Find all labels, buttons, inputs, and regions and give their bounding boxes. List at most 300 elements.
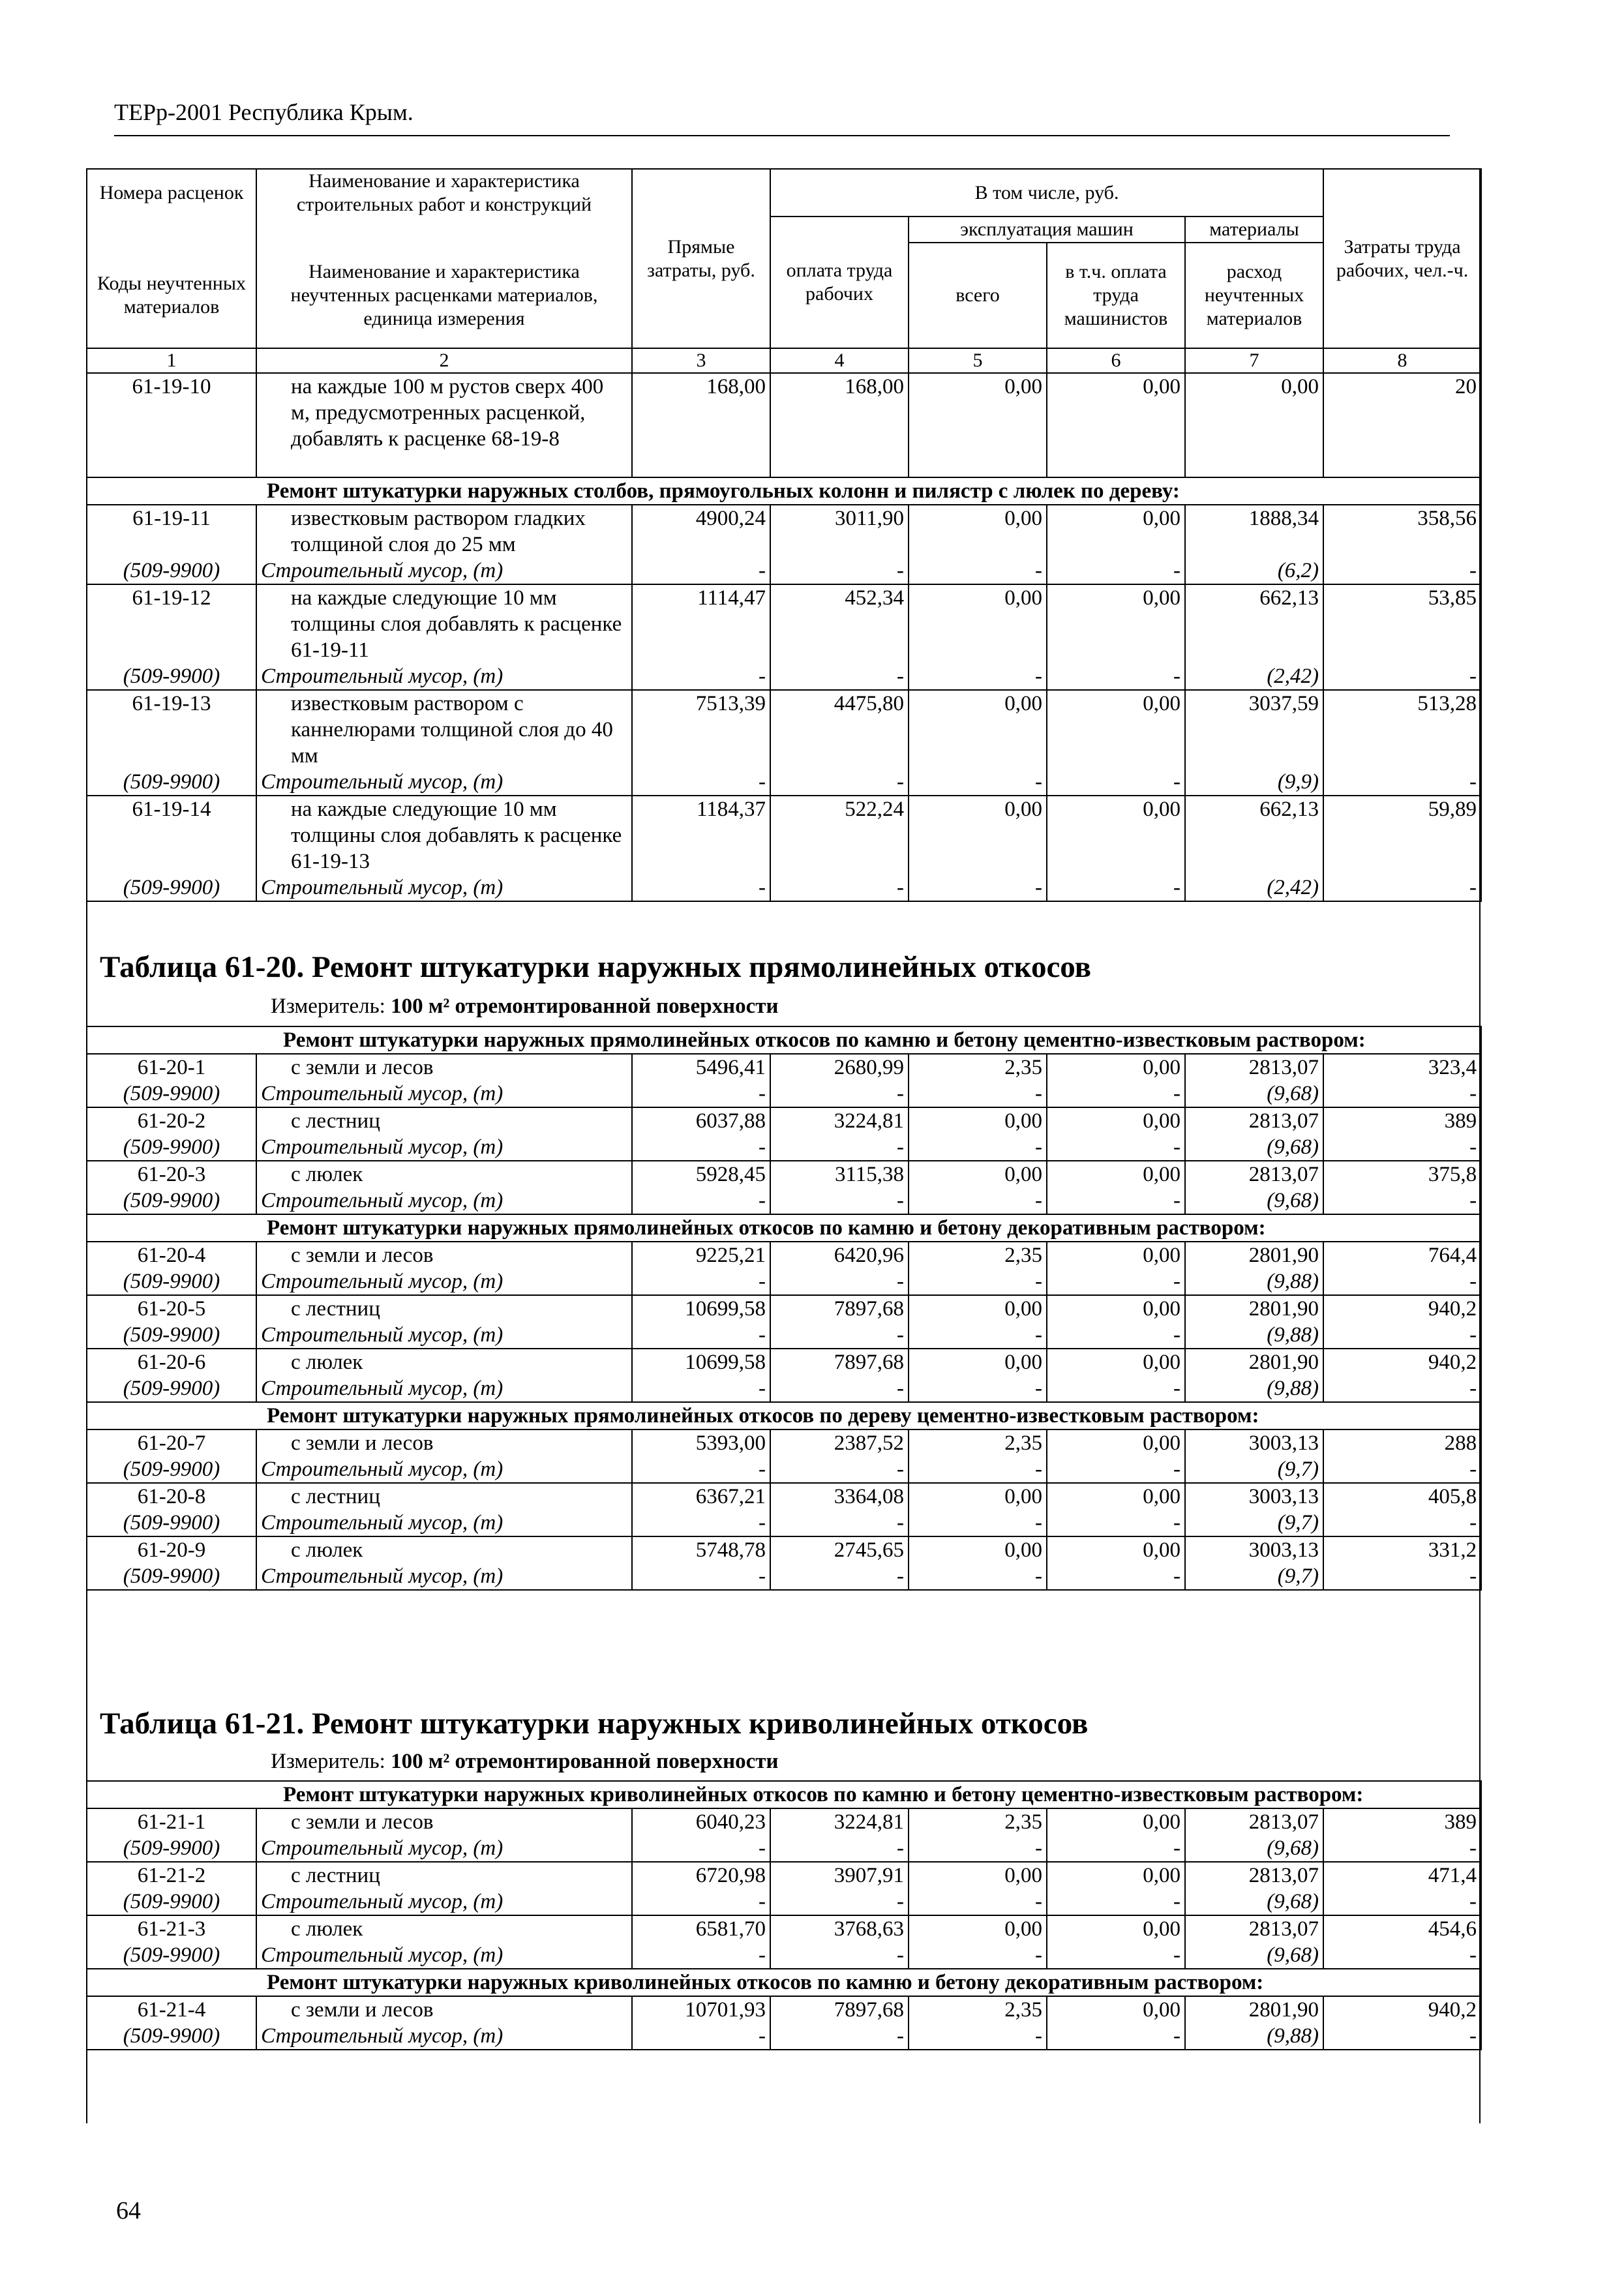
- rate-value: 0,00: [1047, 1107, 1185, 1134]
- material-value: -: [1323, 558, 1481, 584]
- rate-value: 0,00: [909, 1536, 1047, 1563]
- rate-value: 0,00: [1047, 584, 1185, 663]
- material-value: -: [770, 769, 909, 796]
- rate-value: 513,28: [1323, 690, 1481, 769]
- material-value: -: [632, 1134, 770, 1161]
- material-value: -: [909, 1322, 1047, 1349]
- col-header-zatraty: Затраты труда рабочих, чел.-ч.: [1323, 169, 1481, 348]
- material-value: -: [632, 1081, 770, 1107]
- rate-value: 3003,13: [1185, 1483, 1323, 1510]
- rate-row: [87, 373, 1481, 477]
- rate-code: 61-20-7: [87, 1429, 256, 1456]
- header-rule: [114, 135, 1450, 136]
- material-name: Строительный мусор, (т): [256, 1563, 632, 1590]
- material-value: -: [770, 1510, 909, 1536]
- rate-value: 0,00: [1047, 1349, 1185, 1375]
- material-value: -: [1047, 558, 1185, 584]
- material-value: -: [770, 1188, 909, 1214]
- rate-value: 0,00: [1047, 1429, 1185, 1456]
- subsection-row: [87, 1402, 1481, 1429]
- rate-value: 3768,63: [770, 1915, 909, 1942]
- measure-value: 100 м² отремонтированной поверхности: [391, 995, 779, 1018]
- material-value: -: [1047, 1835, 1185, 1862]
- material-row: [87, 1375, 1481, 1402]
- subsection-heading: Ремонт штукатурки наружных прямолинейных откосов по камню и бетону декоративным раствором:: [87, 1214, 1481, 1242]
- material-value: -: [1323, 875, 1481, 901]
- material-value: -: [632, 1456, 770, 1483]
- material-value: -: [909, 558, 1047, 584]
- col-header-naim2: Наименование и характеристика неучтенных расценками материалов, единица измерения: [256, 243, 632, 348]
- material-value: -: [909, 1268, 1047, 1295]
- rate-value: 2,35: [909, 1808, 1047, 1835]
- material-value: -: [1323, 1942, 1481, 1969]
- material-row: [87, 1456, 1481, 1483]
- rate-value: 0,00: [1047, 1483, 1185, 1510]
- subsection-heading: Ремонт штукатурки наружных прямолинейных откосов по камню и бетону цементно-известковым раствором:: [87, 1026, 1481, 1054]
- rate-value: 662,13: [1185, 584, 1323, 663]
- material-name: Строительный мусор, (т): [256, 1889, 632, 1915]
- material-value: -: [632, 1835, 770, 1862]
- rate-value: 5393,00: [632, 1429, 770, 1456]
- rate-value: 940,2: [1323, 1295, 1481, 1322]
- rate-row: [87, 1107, 1481, 1134]
- material-name: Строительный мусор, (т): [256, 1268, 632, 1295]
- rate-value: 9225,21: [632, 1242, 770, 1268]
- col-header-pryamye: Прямые затраты, руб.: [632, 169, 770, 348]
- material-value: -: [1323, 1081, 1481, 1107]
- material-value: -: [632, 1188, 770, 1214]
- material-value: -: [632, 1563, 770, 1590]
- subsection-heading: Ремонт штукатурки наружных криволинейных откосов по камню и бетону цементно-известковым раствором:: [87, 1781, 1481, 1808]
- rate-value: 0,00: [909, 373, 1047, 477]
- rate-value: 0,00: [1047, 1996, 1185, 2023]
- material-value: -: [1323, 1134, 1481, 1161]
- col-number: 3: [632, 348, 770, 373]
- rate-name: с люлек: [256, 1349, 632, 1375]
- material-name: Строительный мусор, (т): [256, 1942, 632, 1969]
- rate-code: 61-19-13: [87, 690, 256, 769]
- material-value: -: [770, 558, 909, 584]
- rate-value: 0,00: [1047, 1054, 1185, 1081]
- material-code: (509-9900): [87, 1188, 256, 1214]
- rate-code: 61-20-1: [87, 1054, 256, 1081]
- material-value: -: [632, 1268, 770, 1295]
- material-value: -: [1047, 1188, 1185, 1214]
- col-number: 4: [770, 348, 909, 373]
- rate-value: 2801,90: [1185, 1349, 1323, 1375]
- rate-value: 2387,52: [770, 1429, 909, 1456]
- material-value: (9,68): [1185, 1889, 1323, 1915]
- material-value: -: [909, 1188, 1047, 1214]
- material-name: Строительный мусор, (т): [256, 1835, 632, 1862]
- material-code: (509-9900): [87, 2023, 256, 2050]
- rate-value: 405,8: [1323, 1483, 1481, 1510]
- material-value: -: [909, 769, 1047, 796]
- rate-value: 5928,45: [632, 1161, 770, 1188]
- material-value: -: [1047, 1322, 1185, 1349]
- material-value: -: [909, 1563, 1047, 1590]
- running-header: ТЕРр-2001 Республика Крым.: [114, 99, 414, 125]
- rate-code: 61-20-5: [87, 1295, 256, 1322]
- measure-label: Измеритель:: [271, 995, 385, 1018]
- material-name: Строительный мусор, (т): [256, 1081, 632, 1107]
- col-number: 2: [256, 348, 632, 373]
- rate-value: 3224,81: [770, 1808, 909, 1835]
- rate-value: 7897,68: [770, 1295, 909, 1322]
- material-value: -: [1047, 769, 1185, 796]
- material-value: -: [1323, 2023, 1481, 2050]
- col-number: 5: [909, 348, 1047, 373]
- rate-value: 3003,13: [1185, 1536, 1323, 1563]
- material-name: Строительный мусор, (т): [256, 1134, 632, 1161]
- material-value: -: [1323, 769, 1481, 796]
- rate-value: 0,00: [1047, 1862, 1185, 1889]
- rate-value: 0,00: [909, 1915, 1047, 1942]
- subsection-row: [87, 477, 1481, 505]
- rate-value: 53,85: [1323, 584, 1481, 663]
- material-value: -: [632, 1510, 770, 1536]
- material-value: -: [1047, 1134, 1185, 1161]
- material-value: -: [1047, 1268, 1185, 1295]
- rate-value: 59,89: [1323, 796, 1481, 875]
- rate-value: 6040,23: [632, 1808, 770, 1835]
- col-number: 1: [87, 348, 256, 373]
- rate-value: 0,00: [909, 1107, 1047, 1134]
- material-value: (9,7): [1185, 1456, 1323, 1483]
- col-header-vtch: в т.ч. оплата труда машинистов: [1047, 243, 1185, 348]
- rate-value: 3037,59: [1185, 690, 1323, 769]
- rate-row: [87, 1483, 1481, 1510]
- material-value: -: [909, 1835, 1047, 1862]
- rate-value: 10699,58: [632, 1295, 770, 1322]
- rate-code: 61-21-1: [87, 1808, 256, 1835]
- material-value: -: [1047, 1942, 1185, 1969]
- rate-value: 2813,07: [1185, 1107, 1323, 1134]
- rate-code: 61-20-3: [87, 1161, 256, 1188]
- page-number: 64: [116, 2197, 141, 2224]
- rate-code: 61-21-3: [87, 1915, 256, 1942]
- material-name: Строительный мусор, (т): [256, 1375, 632, 1402]
- material-value: -: [632, 875, 770, 901]
- material-row: [87, 1510, 1481, 1536]
- rate-value: 0,00: [909, 1295, 1047, 1322]
- rate-value: 2,35: [909, 1429, 1047, 1456]
- material-value: (9,7): [1185, 1563, 1323, 1590]
- rate-code: 61-20-6: [87, 1349, 256, 1375]
- rate-value: 0,00: [909, 796, 1047, 875]
- rate-row: [87, 1862, 1481, 1889]
- rate-row: [87, 1054, 1481, 1081]
- material-name: Строительный мусор, (т): [256, 769, 632, 796]
- rate-value: 0,00: [909, 1862, 1047, 1889]
- material-name: Строительный мусор, (т): [256, 1510, 632, 1536]
- rate-code: 61-19-12: [87, 584, 256, 663]
- rate-value: 389: [1323, 1107, 1481, 1134]
- col-header-kody: Коды неучтенных материалов: [87, 243, 256, 348]
- material-value: -: [1323, 1510, 1481, 1536]
- rate-value: 0,00: [1047, 505, 1185, 558]
- rate-value: 0,00: [1047, 1536, 1185, 1563]
- material-value: -: [770, 1375, 909, 1402]
- rate-code: 61-19-14: [87, 796, 256, 875]
- material-row: [87, 1942, 1481, 1969]
- rate-value: 5748,78: [632, 1536, 770, 1563]
- subsection-heading: Ремонт штукатурки наружных прямолинейных откосов по дереву цементно-известковым раствором:: [87, 1402, 1481, 1429]
- material-value: -: [770, 1456, 909, 1483]
- material-row: [87, 663, 1481, 690]
- table-61-21: [86, 1780, 1482, 2050]
- material-value: -: [1047, 1563, 1185, 1590]
- rate-row: [87, 1915, 1481, 1942]
- rate-value: 940,2: [1323, 1349, 1481, 1375]
- rate-name: с лестниц: [256, 1295, 632, 1322]
- col-number-row: [87, 348, 1481, 373]
- col-header-nomera-spacer: [87, 217, 256, 243]
- col-number: 7: [1185, 348, 1323, 373]
- table-61-21-measure: [271, 1750, 778, 1774]
- rate-value: 2813,07: [1185, 1054, 1323, 1081]
- rate-name: на каждые следующие 10 мм толщины слоя добавлять к расценке 61-19-11: [256, 584, 632, 663]
- subsection-row: [87, 1026, 1481, 1054]
- material-name: Строительный мусор, (т): [256, 558, 632, 584]
- material-value: (9,68): [1185, 1081, 1323, 1107]
- col-header-materialy: материалы: [1185, 217, 1323, 243]
- rate-value: 2680,99: [770, 1054, 909, 1081]
- rate-row: [87, 1808, 1481, 1835]
- rates-table-top: [86, 168, 1482, 902]
- rate-name: с земли и лесов: [256, 1242, 632, 1268]
- rate-value: 7897,68: [770, 1996, 909, 2023]
- material-value: -: [632, 558, 770, 584]
- material-value: (9,88): [1185, 2023, 1323, 2050]
- rate-name: с люлек: [256, 1915, 632, 1942]
- rate-row: [87, 796, 1481, 875]
- material-name: Строительный мусор, (т): [256, 2023, 632, 2050]
- rate-value: 389: [1323, 1808, 1481, 1835]
- material-value: -: [770, 1268, 909, 1295]
- col-header-naim: Наименование и характеристика строительных работ и конструкций: [256, 169, 632, 217]
- rate-value: 3224,81: [770, 1107, 909, 1134]
- material-value: -: [1047, 875, 1185, 901]
- material-value: -: [909, 663, 1047, 690]
- rate-value: 0,00: [1047, 690, 1185, 769]
- material-value: (9,88): [1185, 1375, 1323, 1402]
- rate-value: 1888,34: [1185, 505, 1323, 558]
- material-value: -: [1323, 1268, 1481, 1295]
- rate-value: 7897,68: [770, 1349, 909, 1375]
- rate-value: 0,00: [1047, 1915, 1185, 1942]
- rate-name: с земли и лесов: [256, 1808, 632, 1835]
- material-row: [87, 1134, 1481, 1161]
- col-header-ekspl: эксплуатация машин: [909, 217, 1185, 243]
- material-code: (509-9900): [87, 1322, 256, 1349]
- rate-value: 0,00: [909, 690, 1047, 769]
- rate-name: известковым раствором с каннелюрами толщиной слоя до 40 мм: [256, 690, 632, 769]
- material-value: -: [770, 1942, 909, 1969]
- material-row: [87, 875, 1481, 901]
- rate-value: 764,4: [1323, 1242, 1481, 1268]
- rate-row: [87, 1429, 1481, 1456]
- rate-value: 3011,90: [770, 505, 909, 558]
- rate-value: 0,00: [909, 584, 1047, 663]
- material-value: -: [909, 1510, 1047, 1536]
- rate-row: [87, 1295, 1481, 1322]
- col-header-nomera: Номера расценок: [87, 169, 256, 217]
- rate-value: 2801,90: [1185, 1295, 1323, 1322]
- material-value: -: [632, 1942, 770, 1969]
- material-value: (9,68): [1185, 1942, 1323, 1969]
- material-value: (9,68): [1185, 1835, 1323, 1862]
- rate-value: 0,00: [909, 1161, 1047, 1188]
- rate-name: на каждые следующие 10 мм толщины слоя добавлять к расценке 61-19-13: [256, 796, 632, 875]
- rate-row: [87, 505, 1481, 558]
- rate-value: 662,13: [1185, 796, 1323, 875]
- rate-value: 331,2: [1323, 1536, 1481, 1563]
- rate-name: на каждые 100 м рустов сверх 400 м, предусмотренных расценкой, добавлять к расценке 68-19-8: [256, 373, 632, 477]
- material-row: [87, 1268, 1481, 1295]
- rate-name: с лестниц: [256, 1483, 632, 1510]
- material-row: [87, 1889, 1481, 1915]
- material-name: Строительный мусор, (т): [256, 663, 632, 690]
- col-number: 8: [1323, 348, 1481, 373]
- rate-code: 61-20-2: [87, 1107, 256, 1134]
- material-value: -: [1047, 2023, 1185, 2050]
- rate-code: 61-21-4: [87, 1996, 256, 2023]
- rate-value: 2813,07: [1185, 1862, 1323, 1889]
- rate-value: 940,2: [1323, 1996, 1481, 2023]
- rate-value: 0,00: [1047, 1161, 1185, 1188]
- rate-code: 61-20-9: [87, 1536, 256, 1563]
- material-value: (9,88): [1185, 1268, 1323, 1295]
- material-code: (509-9900): [87, 1510, 256, 1536]
- material-name: Строительный мусор, (т): [256, 1322, 632, 1349]
- rate-value: 6037,88: [632, 1107, 770, 1134]
- material-code: (509-9900): [87, 1134, 256, 1161]
- material-value: -: [770, 663, 909, 690]
- material-value: -: [632, 1889, 770, 1915]
- rate-value: 2801,90: [1185, 1996, 1323, 2023]
- material-value: -: [770, 875, 909, 901]
- rate-value: 471,4: [1323, 1862, 1481, 1889]
- material-value: (2,42): [1185, 663, 1323, 690]
- rate-value: 288: [1323, 1429, 1481, 1456]
- material-value: (6,2): [1185, 558, 1323, 584]
- material-row: [87, 1081, 1481, 1107]
- rate-value: 0,00: [1047, 1295, 1185, 1322]
- material-value: -: [770, 1889, 909, 1915]
- rate-name: известковым раствором гладких толщиной слоя до 25 мм: [256, 505, 632, 558]
- rate-code: 61-19-11: [87, 505, 256, 558]
- material-value: -: [1323, 1188, 1481, 1214]
- material-value: (9,88): [1185, 1322, 1323, 1349]
- rate-name: с люлек: [256, 1161, 632, 1188]
- material-value: -: [1047, 1456, 1185, 1483]
- rate-value: 6720,98: [632, 1862, 770, 1889]
- rate-value: 2,35: [909, 1996, 1047, 2023]
- material-name: Строительный мусор, (т): [256, 1188, 632, 1214]
- rate-row: [87, 690, 1481, 769]
- rate-value: 3907,91: [770, 1862, 909, 1889]
- rate-value: 1184,37: [632, 796, 770, 875]
- rate-value: 2801,90: [1185, 1242, 1323, 1268]
- material-code: (509-9900): [87, 1942, 256, 1969]
- material-value: -: [770, 1134, 909, 1161]
- material-row: [87, 558, 1481, 584]
- material-value: -: [1323, 1375, 1481, 1402]
- material-value: (9,68): [1185, 1134, 1323, 1161]
- material-value: -: [909, 2023, 1047, 2050]
- rate-value: 1114,47: [632, 584, 770, 663]
- rate-value: 0,00: [909, 1483, 1047, 1510]
- material-code: (509-9900): [87, 1456, 256, 1483]
- rate-value: 7513,39: [632, 690, 770, 769]
- rate-value: 0,00: [1047, 373, 1185, 477]
- rate-value: 0,00: [1047, 1242, 1185, 1268]
- rate-row: [87, 1242, 1481, 1268]
- material-value: -: [632, 2023, 770, 2050]
- col-header-rashod: расход неучтенных материалов: [1185, 243, 1323, 348]
- material-code: (509-9900): [87, 1375, 256, 1402]
- rate-value: 5496,41: [632, 1054, 770, 1081]
- rate-row: [87, 584, 1481, 663]
- material-value: (2,42): [1185, 875, 1323, 901]
- rate-row: [87, 1161, 1481, 1188]
- col-header-vsego: всего: [909, 243, 1047, 348]
- table-61-21-title: Таблица 61-21. Ремонт штукатурки наружных криволинейных откосов: [100, 1707, 1089, 1741]
- rate-code: 61-19-10: [87, 373, 256, 477]
- rate-value: 522,24: [770, 796, 909, 875]
- rate-value: 4900,24: [632, 505, 770, 558]
- rate-row: [87, 1536, 1481, 1563]
- rate-code: 61-20-4: [87, 1242, 256, 1268]
- material-value: -: [909, 1942, 1047, 1969]
- rate-value: 6420,96: [770, 1242, 909, 1268]
- material-code: (509-9900): [87, 1268, 256, 1295]
- rate-value: 3115,38: [770, 1161, 909, 1188]
- col-header-vtom: В том числе, руб.: [770, 169, 1323, 217]
- rate-row: [87, 1996, 1481, 2023]
- material-value: -: [1323, 1322, 1481, 1349]
- material-code: (509-9900): [87, 1563, 256, 1590]
- rate-name: с лестниц: [256, 1107, 632, 1134]
- material-value: -: [1323, 1889, 1481, 1915]
- material-value: (9,68): [1185, 1188, 1323, 1214]
- material-code: (509-9900): [87, 875, 256, 901]
- material-value: -: [909, 1134, 1047, 1161]
- material-code: (509-9900): [87, 663, 256, 690]
- rate-value: 2,35: [909, 1242, 1047, 1268]
- material-value: -: [1047, 1510, 1185, 1536]
- material-value: -: [770, 1322, 909, 1349]
- rate-name: с люлек: [256, 1536, 632, 1563]
- rate-value: 10699,58: [632, 1349, 770, 1375]
- rate-value: 6581,70: [632, 1915, 770, 1942]
- material-value: -: [1323, 663, 1481, 690]
- subsection-heading: Ремонт штукатурки наружных криволинейных откосов по камню и бетону декоративным раствором:: [87, 1969, 1481, 1996]
- rate-row: [87, 1349, 1481, 1375]
- material-value: -: [1323, 1456, 1481, 1483]
- rate-value: 323,4: [1323, 1054, 1481, 1081]
- rate-code: 61-21-2: [87, 1862, 256, 1889]
- material-value: -: [770, 1081, 909, 1107]
- rate-value: 4475,80: [770, 690, 909, 769]
- rate-value: 6367,21: [632, 1483, 770, 1510]
- material-value: -: [1047, 1889, 1185, 1915]
- rate-value: 20: [1323, 373, 1481, 477]
- col-header-naim-spacer: [256, 217, 632, 243]
- rate-value: 375,8: [1323, 1161, 1481, 1188]
- material-code: (509-9900): [87, 558, 256, 584]
